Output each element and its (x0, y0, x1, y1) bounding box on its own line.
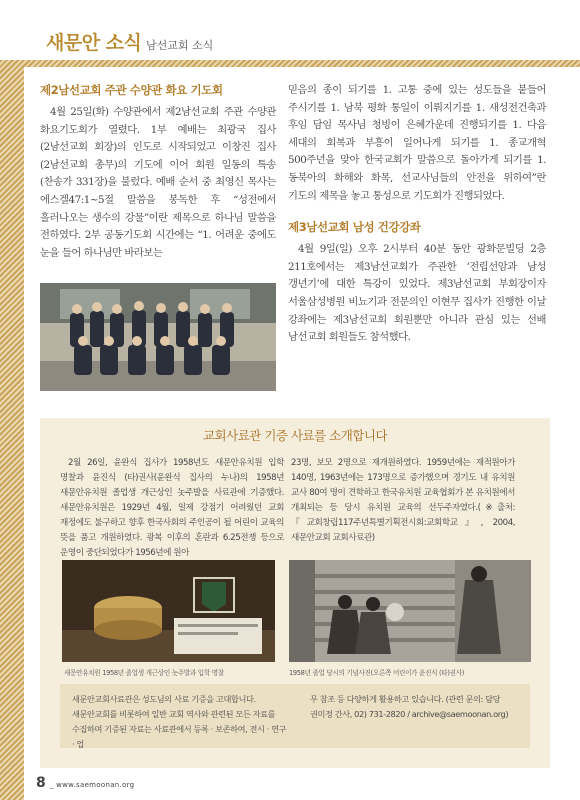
archive-box-text-right: 23명, 보모 2명으로 재개원하였다. 1959년에는 재적원아가 140명, 1963년에는 173명으로 증가했으며 경기도 내 유치원 교사 80여 명이 견학하고 한국유치원 교육협회가 본 유치원에서 개최되는 등 당시 유치원 교육의 선두주자였다.(※출처: 『교회창립117주년특별기획전시회:교회학교』, 2004, 새문안교회 교회사료관) (291, 458, 515, 543)
archive-donation-box (40, 418, 550, 768)
side-decoration (0, 60, 24, 800)
article1-left-column (40, 82, 276, 262)
article1-body-right: 믿음의 종이 되기를 1. 고통 중에 있는 성도들을 붙들어 주시기를 1. 남북 평화 통일이 이뤄지기를 1. 새성전건축과 후임 담임 목사님 청빙이 은혜가운데 진행되기를 1. 다음 세대의 회복과 부흥이 일어나게 되기를 1. 종교개혁 500주년을 맞아 한국교회가 말씀으로 돌아가게 되기를 1. 동북아의 화해와 화목, 선교사님들의 안전을 위하여”란 기도의 제목을 놓고 통성으로 기도회가 진행되었다. (288, 84, 546, 202)
group-photo-illustration (40, 283, 276, 391)
article-right-column (288, 82, 546, 347)
archive-note (60, 684, 530, 748)
footer-website: _ www.saemoonan.org (49, 781, 135, 789)
archive-box-title: 교회사료관 기증 사료를 소개합니다 (202, 428, 388, 443)
caption-graduation: 1958년 졸업 당시의 기념사진(오른쪽 어린이가 윤진식 (타)권사) (289, 669, 465, 677)
section-subtitle: 남선교회 소식 (146, 39, 214, 52)
brass-bowl-photo (62, 560, 275, 662)
article1-title: 제2남선교회 주관 수양관 화요 기도회 (40, 83, 223, 97)
archive-note-left: 새문안교회사료관은 성도님의 사료 기증을 고대합니다. 새문안교회를 비롯하여 일반 교회 역사와 관련된 모든 자료를 수집하며 기증된 자료는 사료관에서 등록 · 보존하여, 전시 · 연구 · 업 (72, 694, 287, 749)
section-title: 새문안 소식 (46, 32, 142, 54)
article1-body-left: 4월 25일(화) 수양관에서 제2남선교회 주관 수양관 화요기도회가 열렸다. 1부 예배는 최광국 집사(2남선교회 회장)의 인도로 시작되었고 이창진 집사(2남선교회 총무)의 기도에 이어 회원 일동의 특송(찬송가 331장)을 불렀다. 예배 순서 중 최영신 목사는 에스겔47:1~5절 말씀을 봉독한 후 “성전에서 흘러나오는 생수의 강물”이란 제목으로 하나님 말씀을 전하였다. 2부 공동기도회 시간에는 “1. 어려운 중에도 눈을 들어 하나님만 바라보는 (40, 106, 276, 259)
page-number: 8 (36, 775, 46, 791)
graduation-photo (289, 560, 531, 662)
caption-bowl: 새문안유치원 1958년 졸업생 개근상인 놋주발과 입학 명찰 (64, 669, 224, 677)
graduation-photo-illustration (289, 560, 531, 662)
archive-box-text-left: 2월 26일, 윤완식 집사가 1958년도 새문안유치원 입학 명찰과 윤진식 (타)권사(윤완식 집사의 누나)의 1958년 새문안유치원 졸업생 개근상인 놋주발을 사료관에 기증했다. 새문안유치원은 1929년 4월, 일제 강점기 어려웠던 교회 재정에도 불구하고 향후 한국사회의 주인공이 될 어린이 교육의 뜻을 품고 개원하였다. 광복 이후의 혼란과 6.25전쟁 등으로 운영이 중단되었다가 1956년에 원아 (60, 458, 284, 558)
article2-body: 4월 9일(일) 오후 2시부터 40분 동안 광화문빌딩 2층 211호에서는 제3남선교회가 주관한 ‘전립선암과 남성 갱년기’에 대한 특강이 있었다. 제3남선교회 부회장이자 서울삼성병원 비뇨기과 전문의인 이현무 집사가 진행한 이날 강좌에는 제3남선교회 회원뿐만 아니라 관심 있는 선배 남선교회 회원들도 참석했다. (288, 243, 546, 344)
brass-bowl-illustration (62, 560, 275, 662)
group-photo (40, 283, 276, 391)
header-rule (0, 60, 580, 67)
archive-note-right: 무 참조 등 다양하게 활용하고 있습니다. (관련 문의: 담당 권미정 간사, 02) 731-2820 / archive@saemoonan.org) (310, 694, 509, 719)
article2-title: 제3남선교회 남성 건강강좌 (288, 220, 421, 235)
page-footer (36, 772, 134, 791)
